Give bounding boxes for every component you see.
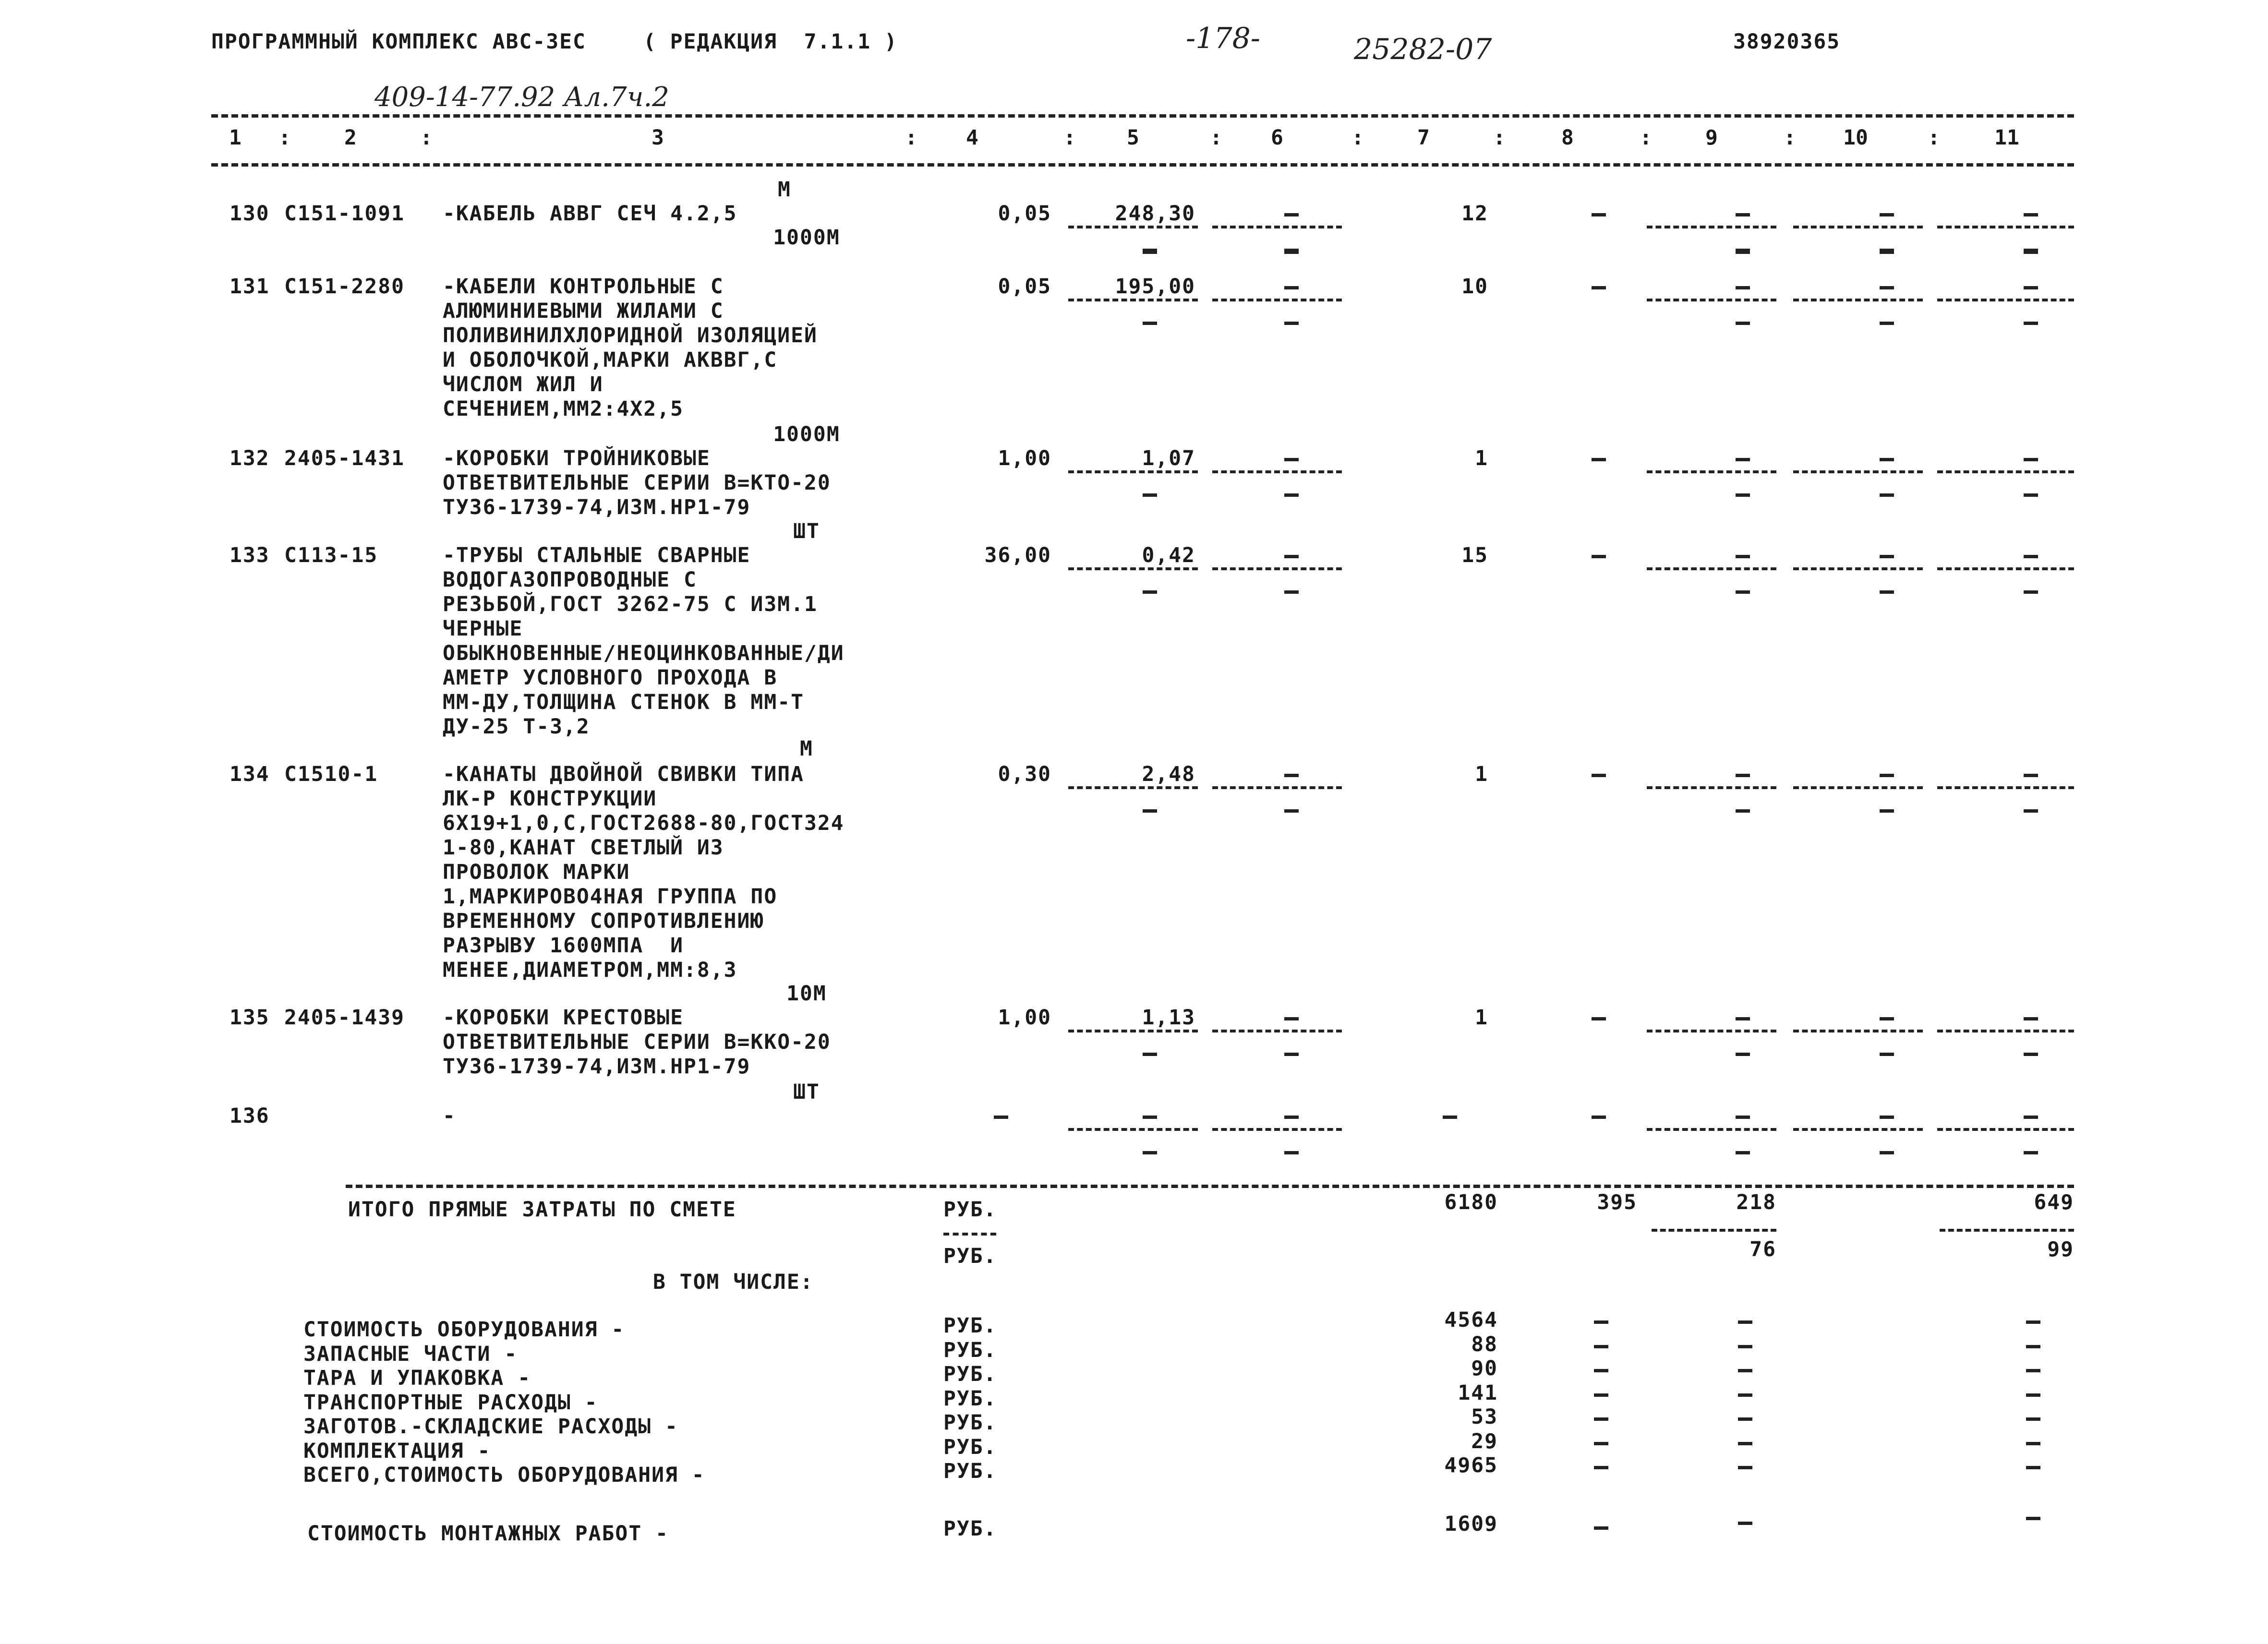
row-description-line: -ТРУБЫ СТАЛЬНЫЕ СВАРНЫЕ	[443, 543, 751, 567]
row-col10-dash	[1880, 458, 1894, 461]
row-sub-col10-dash	[1880, 322, 1894, 325]
breakdown-unit: РУБ.	[943, 1314, 997, 1338]
row-col9-dash	[1736, 213, 1750, 216]
row-price: 0,42	[1142, 543, 1195, 567]
row-description-line: РЕЗЬБОЙ,ГОСТ 3262-75 С ИЗМ.1	[443, 592, 818, 616]
row-description-line: ТУ36-1739-74,ИЗМ.НР1-79	[443, 495, 751, 519]
row-pre-col9-dash	[1736, 251, 1750, 254]
breakdown-unit: РУБ.	[943, 1459, 997, 1483]
row-col6-dash	[1284, 213, 1299, 216]
breakdown-unit: РУБ.	[943, 1435, 997, 1459]
row-description-line: ОТВЕТВИТЕЛЬНЫЕ СЕРИИ В=КТО-20	[443, 471, 831, 495]
totals-label: ИТОГО ПРЯМЫЕ ЗАТРАТЫ ПО СМЕТЕ	[348, 1198, 736, 1222]
totals-col9-sub: 76	[1749, 1237, 1776, 1261]
totals-col7: 6180	[1444, 1190, 1498, 1214]
row-description-line: ТУ36-1739-74,ИЗМ.НР1-79	[443, 1055, 751, 1079]
row-quantity: 0,05	[998, 275, 1051, 299]
breakdown-col9-dash	[1738, 1417, 1752, 1421]
row-col5-rule	[1068, 567, 1198, 570]
row-sub-col10-dash	[1880, 1151, 1894, 1154]
row-col8-dash	[1592, 213, 1606, 216]
row-col6-dash	[1284, 1017, 1299, 1020]
row-col6-rule	[1212, 226, 1342, 228]
breakdown-label: СТОИМОСТЬ ОБОРУДОВАНИЯ -	[303, 1318, 625, 1342]
row-col7: 12	[1461, 202, 1488, 226]
row-quantity: 1,00	[998, 1006, 1051, 1030]
document-number: 25282-07	[1354, 33, 1492, 66]
row-col6-rule	[1212, 567, 1342, 570]
row-code: С151-2280	[284, 275, 405, 299]
totals-col11-sub: 99	[2047, 1237, 2074, 1261]
row-col9-dash	[1736, 555, 1750, 558]
row-col6-dash	[1284, 774, 1299, 777]
breakdown-value: 29	[1471, 1429, 1498, 1453]
row-col9-dash	[1736, 1017, 1750, 1020]
handwritten-reference: 409-14-77.92 Ал.7ч.2	[374, 82, 669, 113]
including-label: В ТОМ ЧИСЛЕ:	[653, 1270, 814, 1294]
row-col11-dash	[2024, 1116, 2038, 1119]
row-sub-col5-dash	[1143, 1053, 1157, 1056]
row-col11-rule	[1937, 299, 2074, 301]
header-rule-bottom	[211, 163, 2074, 167]
row-sub-col10-dash	[1880, 590, 1894, 594]
breakdown-col11-dash	[2026, 1466, 2040, 1469]
row-unit: 1000М	[773, 226, 840, 250]
breakdown-value: 4564	[1444, 1308, 1498, 1332]
mounting-col8-dash	[1594, 1526, 1608, 1530]
header-rule-top	[211, 114, 2074, 118]
column-separator: :	[1493, 126, 1506, 150]
row-sub-col10-dash	[1880, 1053, 1894, 1056]
row-description-line: И ОБОЛОЧКОЙ,МАРКИ АКВВГ,С	[443, 348, 778, 372]
row-col6-rule	[1212, 786, 1342, 789]
document-code: 38920365	[1733, 30, 1841, 54]
row-number: 131	[229, 275, 270, 299]
row-sub-col10-dash	[1880, 809, 1894, 813]
row-col6-dash	[1284, 286, 1299, 289]
row-description-line: 1,МАРКИРОВО4НАЯ ГРУППА ПО	[443, 885, 778, 909]
column-header-11: 11	[1994, 126, 2019, 150]
column-separator: :	[1784, 126, 1796, 150]
row-sub-col11-dash	[2024, 1053, 2038, 1056]
breakdown-label: ВСЕГО,СТОИМОСТЬ ОБОРУДОВАНИЯ -	[303, 1463, 705, 1487]
breakdown-col11-dash	[2026, 1417, 2040, 1421]
breakdown-label: КОМПЛЕКТАЦИЯ -	[303, 1439, 491, 1463]
row-col8-dash	[1592, 286, 1606, 289]
column-header-1: 1	[229, 126, 241, 150]
row-sub-col5-dash	[1143, 1151, 1157, 1154]
row-sub-col6-dash	[1284, 590, 1299, 594]
breakdown-value: 53	[1471, 1405, 1498, 1429]
row-description-line: -КАНАТЫ ДВОЙНОЙ СВИВКИ ТИПА	[443, 762, 804, 786]
row-sub-col5-dash	[1143, 322, 1157, 325]
row-col11-rule	[1937, 567, 2074, 570]
totals-rule	[346, 1185, 2074, 1188]
row-description-line: ДУ-25 Т-3,2	[443, 715, 590, 739]
column-header-10: 10	[1843, 126, 1868, 150]
row-unit: 1000М	[773, 422, 840, 446]
row-unit: М	[800, 737, 813, 761]
row-sub-col6-dash	[1284, 809, 1299, 813]
column-separator: :	[905, 126, 917, 150]
row-pre-col5-dash	[1143, 251, 1157, 254]
row-code: 2405-1439	[284, 1006, 405, 1030]
row-col11-dash	[2024, 774, 2038, 777]
unit-top-label: М	[778, 178, 791, 202]
row-sub-col11-dash	[2024, 322, 2038, 325]
breakdown-col8-dash	[1594, 1417, 1608, 1421]
row-number: 130	[229, 202, 270, 226]
row-sub-col6-dash	[1284, 493, 1299, 497]
totals-col8: 395	[1597, 1190, 1637, 1214]
mounting-value: 1609	[1444, 1512, 1498, 1536]
breakdown-col9-dash	[1738, 1442, 1752, 1445]
row-col9-rule	[1647, 226, 1776, 228]
row-description-line: ОТВЕТВИТЕЛЬНЫЕ СЕРИИ В=ККО-20	[443, 1030, 831, 1054]
row-col6-rule	[1212, 1030, 1342, 1032]
breakdown-label: ЗАГОТОВ.-СКЛАДСКИЕ РАСХОДЫ -	[303, 1415, 678, 1439]
row-description-line: ПОЛИВИНИЛХЛОРИДНОЙ ИЗОЛЯЦИЕЙ	[443, 324, 818, 348]
row-col6-dash	[1284, 458, 1299, 461]
column-separator: :	[420, 126, 433, 150]
breakdown-col8-dash	[1594, 1369, 1608, 1372]
program-title: ПРОГРАММНЫЙ КОМПЛЕКС АВС-ЗЕС	[211, 30, 586, 54]
breakdown-unit: РУБ.	[943, 1411, 997, 1435]
row-sub-col6-dash	[1284, 322, 1299, 325]
row-description-line: ВРЕМЕННОМУ СОПРОТИВЛЕНИЮ	[443, 909, 764, 933]
row-col9-dash	[1736, 458, 1750, 461]
row-price: 195,00	[1115, 275, 1195, 299]
breakdown-col8-dash	[1594, 1345, 1608, 1348]
row-col7: 1	[1475, 446, 1488, 470]
breakdown-col11-dash	[2026, 1369, 2040, 1372]
breakdown-col9-dash	[1738, 1369, 1752, 1372]
row-col11-dash	[2024, 213, 2038, 216]
row-col5-rule	[1068, 786, 1198, 789]
column-header-5: 5	[1127, 126, 1139, 150]
breakdown-label: ТАРА И УПАКОВКА -	[303, 1366, 531, 1390]
row-number: 134	[229, 762, 270, 786]
row-description-line: СЕЧЕНИЕМ,ММ2:4Х2,5	[443, 397, 684, 421]
totals-col11-rule	[1940, 1229, 2074, 1232]
row-col8-dash	[1592, 458, 1606, 461]
breakdown-col8-dash	[1594, 1393, 1608, 1397]
row-col9-rule	[1647, 1128, 1776, 1131]
breakdown-label: ТРАНСПОРТНЫЕ РАСХОДЫ -	[303, 1390, 598, 1415]
row-description-line: ММ-ДУ,ТОЛЩИНА СТЕНОК В ММ-Т	[443, 690, 804, 714]
row-description-line: АМЕТР УСЛОВНОГО ПРОХОДА В	[443, 666, 778, 690]
row-col10-dash	[1880, 774, 1894, 777]
row-col7: 1	[1475, 1006, 1488, 1030]
totals-unit-2: РУБ.	[943, 1244, 997, 1268]
column-header-4: 4	[966, 126, 978, 150]
row-pre-col11-dash	[2024, 251, 2038, 254]
column-separator: :	[1351, 126, 1364, 150]
row-col10-dash	[1880, 213, 1894, 216]
row-description-line: ВОДОГАЗОПРОВОДНЫЕ С	[443, 568, 697, 592]
row-col11-dash	[2024, 1017, 2038, 1020]
column-separator: :	[1928, 126, 1940, 150]
mounting-label: СТОИМОСТЬ МОНТАЖНЫХ РАБОТ -	[307, 1522, 669, 1546]
row-col9-rule	[1647, 567, 1776, 570]
breakdown-label: ЗАПАСНЫЕ ЧАСТИ -	[303, 1342, 518, 1366]
breakdown-col11-dash	[2026, 1320, 2040, 1324]
breakdown-value: 141	[1458, 1380, 1498, 1405]
breakdown-col11-dash	[2026, 1442, 2040, 1445]
row-col5-rule	[1068, 1128, 1198, 1131]
column-separator: :	[1640, 126, 1652, 150]
breakdown-col9-dash	[1738, 1320, 1752, 1324]
breakdown-unit: РУБ.	[943, 1386, 997, 1411]
totals-col11: 649	[2034, 1190, 2074, 1214]
row-price: 248,30	[1115, 202, 1195, 226]
breakdown-unit: РУБ.	[943, 1338, 997, 1362]
column-header-2: 2	[344, 126, 357, 150]
page-number: -178-	[1186, 22, 1261, 55]
totals-unit-underline	[943, 1233, 996, 1236]
row-col6-rule	[1212, 470, 1342, 473]
row-description-line: ЧЕРНЫЕ	[443, 617, 523, 641]
row-description-line: -КАБЕЛИ КОНТРОЛЬНЫЕ С	[443, 275, 724, 299]
column-separator: :	[1210, 126, 1222, 150]
breakdown-col9-dash	[1738, 1393, 1752, 1397]
row-col10-dash	[1880, 1116, 1894, 1119]
row-col7-dash	[1443, 1116, 1457, 1119]
row-sub-col5-dash	[1143, 809, 1157, 813]
row-quantity: 0,30	[998, 762, 1051, 786]
row-sub-col5-dash	[1143, 590, 1157, 594]
breakdown-col11-dash	[2026, 1345, 2040, 1348]
row-description-line: -КАБЕЛЬ АВВГ СЕЧ 4.2,5	[443, 202, 737, 226]
breakdown-value: 4965	[1444, 1453, 1498, 1477]
row-quantity: 36,00	[984, 543, 1051, 567]
breakdown-col9-dash	[1738, 1345, 1752, 1348]
column-header-8: 8	[1561, 126, 1574, 150]
row-col10-rule	[1793, 299, 1923, 301]
row-qty-dash	[994, 1116, 1008, 1119]
row-code: С1510-1	[284, 762, 378, 786]
column-header-9: 9	[1705, 126, 1718, 150]
row-sub-col11-dash	[2024, 590, 2038, 594]
row-sub-col6-dash	[1284, 1053, 1299, 1056]
mounting-col9-dash	[1738, 1522, 1752, 1525]
row-quantity: 0,05	[998, 202, 1051, 226]
totals-col9-rule	[1652, 1229, 1776, 1232]
row-col8-dash	[1592, 555, 1606, 558]
totals-col9: 218	[1736, 1190, 1776, 1214]
row-col11-rule	[1937, 1030, 2074, 1032]
row-sub-col9-dash	[1736, 1151, 1750, 1154]
row-col11-dash	[2024, 458, 2038, 461]
row-col8-dash	[1592, 1017, 1606, 1020]
row-col7: 15	[1461, 543, 1488, 567]
row-col9-dash	[1736, 286, 1750, 289]
breakdown-col8-dash	[1594, 1442, 1608, 1445]
row-col5-rule	[1068, 470, 1198, 473]
breakdown-col11-dash	[2026, 1393, 2040, 1397]
row-description-line: ПРОВОЛОК МАРКИ	[443, 860, 630, 884]
row-col9-rule	[1647, 299, 1776, 301]
mounting-unit: РУБ.	[943, 1517, 997, 1541]
row-col7: 10	[1461, 275, 1488, 299]
row-price: 1,07	[1142, 446, 1195, 470]
row-description-line: ОБЫКНОВЕННЫЕ/НЕОЦИНКОВАННЫЕ/ДИ	[443, 641, 844, 665]
row-number: 135	[229, 1006, 270, 1030]
row-col9-dash	[1736, 1116, 1750, 1119]
row-col7: 1	[1475, 762, 1488, 786]
breakdown-col8-dash	[1594, 1466, 1608, 1469]
row-col10-rule	[1793, 567, 1923, 570]
column-separator: :	[278, 126, 291, 150]
row-description-line: 1-80,КАНАТ СВЕТЛЫЙ ИЗ	[443, 836, 724, 860]
row-col10-dash	[1880, 1017, 1894, 1020]
column-separator: :	[1063, 126, 1076, 150]
mounting-col11-dash	[2026, 1517, 2040, 1520]
row-col11-rule	[1937, 1128, 2074, 1131]
row-description-line: РАЗРЫВУ 1600МПА И	[443, 934, 684, 958]
row-description-line: -КОРОБКИ КРЕСТОВЫЕ	[443, 1006, 684, 1030]
row-sub-col9-dash	[1736, 809, 1750, 813]
row-description-line: МЕНЕЕ,ДИАМЕТРОМ,ММ:8,3	[443, 958, 737, 982]
row-sub-col6-dash	[1284, 1151, 1299, 1154]
row-col6-rule	[1212, 1128, 1342, 1131]
row-col10-rule	[1793, 786, 1923, 789]
breakdown-col9-dash	[1738, 1466, 1752, 1469]
row-col10-rule	[1793, 226, 1923, 228]
row-number: 133	[229, 543, 270, 567]
row-sub-col11-dash	[2024, 493, 2038, 497]
row-code: С113-15	[284, 543, 378, 567]
breakdown-value: 90	[1471, 1356, 1498, 1380]
row-price: 1,13	[1142, 1006, 1195, 1030]
row-description-line: -	[443, 1104, 456, 1128]
row-number: 136	[229, 1104, 270, 1128]
row-col11-rule	[1937, 226, 2074, 228]
row-description-line: -КОРОБКИ ТРОЙНИКОВЫЕ	[443, 446, 711, 470]
row-col10-rule	[1793, 470, 1923, 473]
breakdown-col8-dash	[1594, 1320, 1608, 1324]
row-col11-dash	[2024, 286, 2038, 289]
row-col11-dash	[2024, 555, 2038, 558]
row-price: 2,48	[1142, 762, 1195, 786]
row-sub-col10-dash	[1880, 493, 1894, 497]
row-col5-rule	[1068, 299, 1198, 301]
row-sub-col9-dash	[1736, 590, 1750, 594]
row-col9-rule	[1647, 1030, 1776, 1032]
row-code: С151-1091	[284, 202, 405, 226]
row-number: 132	[229, 446, 270, 470]
row-description-line: 6Х19+1,0,С,ГОСТ2688-80,ГОСТ324	[443, 811, 844, 835]
row-pre-col6-dash	[1284, 251, 1299, 254]
row-col10-dash	[1880, 286, 1894, 289]
column-header-7: 7	[1417, 126, 1430, 150]
row-code: 2405-1431	[284, 446, 405, 470]
row-col5-rule	[1068, 1030, 1198, 1032]
edition-label: ( РЕДАКЦИЯ 7.1.1 )	[643, 30, 898, 54]
row-quantity: 1,00	[998, 446, 1051, 470]
column-header-3: 3	[651, 126, 664, 150]
row-sub-col5-dash	[1143, 493, 1157, 497]
row-col10-dash	[1880, 555, 1894, 558]
row-col9-rule	[1647, 786, 1776, 789]
row-col9-rule	[1647, 470, 1776, 473]
row-col6-rule	[1212, 299, 1342, 301]
row-sub-col11-dash	[2024, 1151, 2038, 1154]
row-unit: 10М	[786, 982, 827, 1006]
row-col5-rule	[1068, 226, 1198, 228]
row-col9-dash	[1736, 774, 1750, 777]
row-col6-dash	[1284, 1116, 1299, 1119]
breakdown-unit: РУБ.	[943, 1362, 997, 1386]
row-col11-rule	[1937, 786, 2074, 789]
row-pre-col10-dash	[1880, 251, 1894, 254]
row-description-line: АЛЮМИНИЕВЫМИ ЖИЛАМИ С	[443, 299, 724, 323]
row-unit: ШТ	[793, 519, 820, 543]
totals-unit: РУБ.	[943, 1198, 997, 1222]
row-col10-rule	[1793, 1128, 1923, 1131]
row-sub-col9-dash	[1736, 493, 1750, 497]
row-col10-rule	[1793, 1030, 1923, 1032]
row-unit: ШТ	[793, 1080, 820, 1104]
row-col11-rule	[1937, 470, 2074, 473]
breakdown-value: 88	[1471, 1332, 1498, 1356]
row-col6-dash	[1284, 555, 1299, 558]
row-sub-col11-dash	[2024, 809, 2038, 813]
row-col8-dash	[1592, 774, 1606, 777]
row-sub-col9-dash	[1736, 1053, 1750, 1056]
row-price-dash	[1143, 1116, 1157, 1119]
row-description-line: ЧИСЛОМ ЖИЛ И	[443, 372, 603, 396]
column-header-6: 6	[1271, 126, 1283, 150]
row-description-line: ЛК-Р КОНСТРУКЦИИ	[443, 787, 657, 811]
row-col8-dash	[1592, 1116, 1606, 1119]
row-sub-col9-dash	[1736, 322, 1750, 325]
